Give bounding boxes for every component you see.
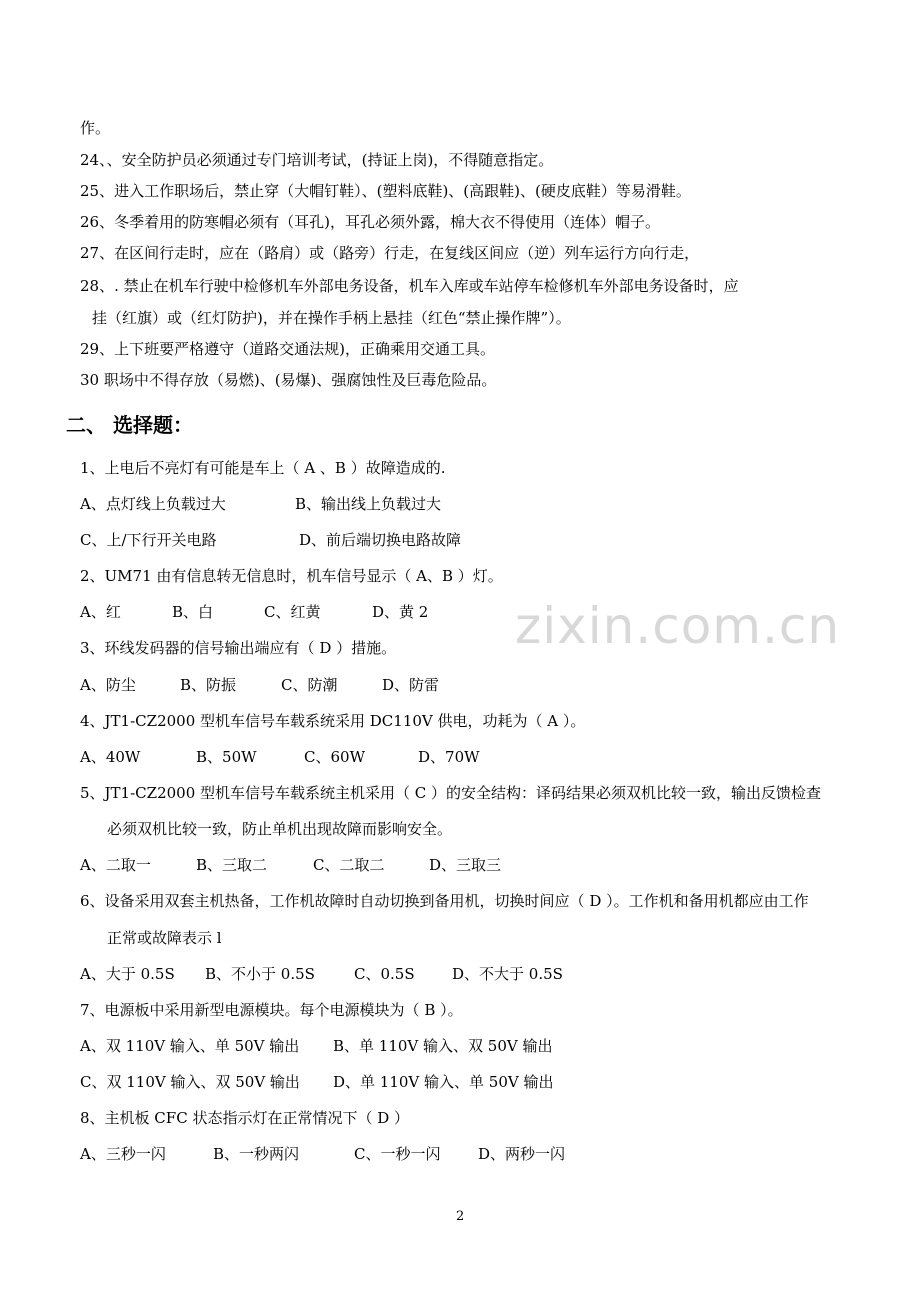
q4-option-b: B、50W — [196, 748, 257, 766]
q2-option-a: A、红 — [80, 603, 121, 621]
question-7: 7、电源板中采用新型电源模块。每个电源模块为（ B ）。 — [80, 1001, 463, 1019]
q3-option-c: C、防潮 — [281, 676, 338, 694]
text-line-28a: 28、. 禁止在机车行驶中检修机车外部电务设备，机车入库或车站停车检修机车外部电务设备时，应 — [80, 277, 739, 295]
q7-option-a: A、双 110V 输入、单 50V 输出 — [80, 1037, 300, 1055]
text-line-26: 26、冬季着用的防寒帽必须有（耳孔)，耳孔必须外露，棉大衣不得使用（连体）帽子。 — [80, 213, 660, 231]
question-4: 4、JT1-CZ2000 型机车信号车载系统采用 DC110V 供电，功耗为（ A ）。 — [80, 712, 586, 730]
text-line-continuation: 作。 — [80, 119, 111, 137]
question-1: 1、上电后不亮灯有可能是车上（ A 、B ）故障造成的. — [80, 459, 446, 477]
question-2: 2、UM71 由有信息转无信息时，机车信号显示（ A、B ）灯。 — [80, 567, 503, 585]
text-line-27: 27、在区间行走时，应在（路肩）或（路旁）行走，在复线区间应（逆）列车运行方向行走， — [80, 244, 700, 262]
text-line-30: 30 职场中不得存放（易燃)、(易爆)、强腐蚀性及巨毒危险品。 — [80, 371, 497, 389]
q2-option-b: B、白 — [172, 603, 214, 621]
q4-option-a: A、40W — [80, 748, 141, 766]
text-line-29: 29、上下班要严格遵守（道路交通法规)，正确乘用交通工具。 — [80, 340, 495, 358]
question-8: 8、主机板 CFC 状态指示灯在正常情况下（ D ） — [80, 1109, 410, 1127]
q3-option-a: A、防尘 — [80, 676, 136, 694]
q1-option-d: D、前后端切换电路故障 — [299, 531, 462, 549]
q4-option-d: D、70W — [418, 748, 480, 766]
q4-option-c: C、60W — [304, 748, 365, 766]
q5-option-a: A、二取一 — [80, 856, 151, 874]
q5-option-b: B、三取二 — [196, 856, 268, 874]
question-6-continuation: 正常或故障表示 l — [107, 929, 222, 947]
q7-option-d: D、单 110V 输入、单 50V 输出 — [333, 1073, 554, 1091]
watermark: zixin.com.cn — [515, 597, 841, 655]
q8-option-c: C、一秒一闪 — [354, 1145, 441, 1163]
q1-option-c: C、上/下行开关电路 — [80, 531, 217, 549]
q8-option-a: A、三秒一闪 — [80, 1145, 166, 1163]
q8-option-d: D、两秒一闪 — [478, 1145, 566, 1163]
q2-option-c: C、红黄 — [264, 603, 321, 621]
q6-option-c: C、0.5S — [354, 965, 415, 983]
question-5: 5、JT1-CZ2000 型机车信号车载系统主机采用（ C ）的安全结构：译码结果必须双机比较一致，输出反馈检查 — [80, 784, 822, 802]
q5-option-d: D、三取三 — [429, 856, 502, 874]
q2-option-d: D、黄 2 — [372, 603, 429, 621]
q7-option-b: B、单 110V 输入、双 50V 输出 — [333, 1037, 553, 1055]
q1-option-a: A、点灯线上负载过大 — [80, 495, 226, 513]
q7-option-c: C、双 110V 输入、双 50V 输出 — [80, 1073, 300, 1091]
q5-option-c: C、二取二 — [313, 856, 385, 874]
text-line-25: 25、进入工作职场后，禁止穿（大帽钉鞋）、(塑料底鞋)、(高跟鞋)、(硬皮底鞋）等易滑鞋。 — [80, 182, 691, 200]
section-heading: 二、 选择题： — [66, 413, 193, 437]
q6-option-a: A、大于 0.5S — [80, 965, 175, 983]
q3-option-b: B、防振 — [180, 676, 237, 694]
page-number: 2 — [456, 1209, 465, 1224]
question-3: 3、环线发码器的信号输出端应有（ D ）措施。 — [80, 639, 397, 657]
text-line-28b: 挂（红旗）或（红灯防护)，并在操作手柄上悬挂（红色“禁止操作牌”）。 — [92, 309, 571, 327]
question-5-continuation: 必须双机比较一致，防止单机出现故障而影响安全。 — [107, 820, 453, 838]
q3-option-d: D、防雷 — [382, 676, 440, 694]
text-line-24: 24、、安全防护员必须通过专门培训考试，(持证上岗)，不得随意指定。 — [80, 151, 554, 169]
question-6: 6、设备采用双套主机热备，工作机故障时自动切换到备用机，切换时间应（ D ）。工作机和备用机都应由工作 — [80, 892, 809, 910]
q6-option-b: B、不小于 0.5S — [205, 965, 315, 983]
q6-option-d: D、不大于 0.5S — [452, 965, 563, 983]
q8-option-b: B、一秒两闪 — [213, 1145, 300, 1163]
q1-option-b: B、输出线上负载过大 — [295, 495, 442, 513]
